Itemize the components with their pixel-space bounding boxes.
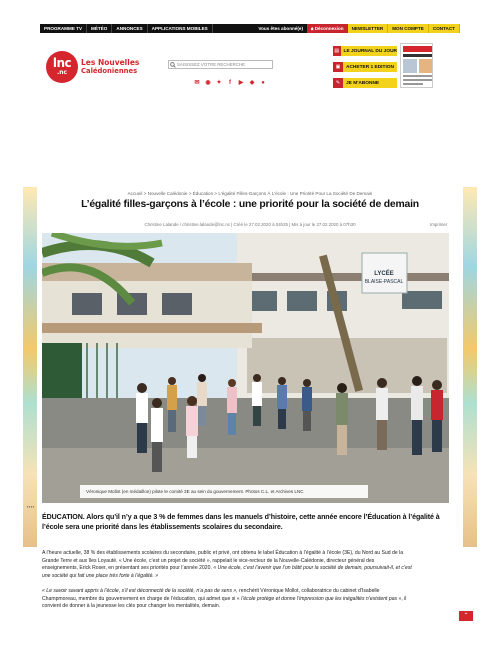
logout-label: Déconnexion <box>314 26 344 31</box>
p2-line <box>42 588 454 596</box>
p1-text: enseignements, Erick Roser, en présentant ses priorités pour l’année 2020. <box>42 565 214 571</box>
account-link[interactable]: MON COMPTE <box>388 24 429 33</box>
logout-button[interactable] <box>307 24 348 33</box>
logo-mark-top: lnc <box>52 56 72 70</box>
nav-applications[interactable]: APPLICATIONS MOBILES <box>148 24 213 33</box>
p1-line <box>42 573 454 581</box>
p1-line <box>42 565 454 573</box>
journal-du-jour-label: LE JOURNAL DU JOUR <box>343 48 397 54</box>
site-name[interactable] <box>81 59 139 75</box>
abonnement-label: JE M'ABONNE <box>346 80 380 86</box>
top-nav-bar <box>40 24 460 33</box>
cover-headline <box>403 54 432 57</box>
youtube-icon[interactable]: ▶ <box>238 80 244 86</box>
pen-icon: ✎ <box>333 78 343 88</box>
p2-quote: « Le savoir savant appris à l’école, s’il est déconnecté de la société, n’a pas de sens », <box>42 588 240 594</box>
site-name-line2: Calédoniennes <box>81 67 138 75</box>
right-side-advertisement[interactable] <box>463 187 477 547</box>
lock-icon: 🔒︎ <box>310 26 315 31</box>
logo-mark-bottom: .nc <box>56 69 68 76</box>
cover-masthead <box>403 46 432 52</box>
search-box[interactable] <box>168 60 273 69</box>
p1-line: A l’heure actuelle, 38 % des établissements scolaires du secondaire, public et privé, ont obtenu le label Éducation à l’égalité à l’école (3E), du Nord au Sud de la <box>42 550 404 556</box>
svg-text:BLAISE-PASCAL: BLAISE-PASCAL <box>364 279 404 285</box>
newspaper-cover-thumbnail[interactable] <box>400 43 433 88</box>
svg-text:LYCÉE: LYCÉE <box>374 271 394 277</box>
left-side-advertisement[interactable] <box>23 187 37 547</box>
mail-icon[interactable]: ✉ <box>194 80 200 86</box>
journal-du-jour-button[interactable] <box>333 46 397 56</box>
search-input[interactable]: SAISISSEZ VOTRE RECHERCHE <box>177 62 246 67</box>
p2-line <box>42 596 454 604</box>
rss-icon[interactable]: ◉ <box>205 80 211 86</box>
photo-caption: Véronique Mollot (en médaillon) pilote le comité 3E au sein du gouvernement. Photos C.L. et Archives LNC <box>80 485 368 498</box>
nav-annonces[interactable]: ANNONCES <box>112 24 147 33</box>
subscription-status: Vous êtes abonné(e) <box>258 26 303 31</box>
newsletter-link[interactable]: NEWSLETTER <box>348 24 389 33</box>
p2-text: renchérit Véronique Mollot, collaboratrice du cabinet d’Isabelle <box>239 588 380 594</box>
chevron-up-icon: ⌃ <box>463 613 469 619</box>
facebook-icon[interactable]: f <box>229 80 231 86</box>
p1-line: Grande Terre et aux îles Loyauté. « Une école, c’est un projet de société », rappelait le vice-recteur de la Nouvelle-Calédonie, directeur général des <box>42 557 375 564</box>
p2-text: Champmoreau, membre du gouvernement en charge de l’éducation, qui admet que si « <box>42 595 242 602</box>
p1-quote: « Une école, c’est l’avenir que l’on bâtit pour la société de demain, poursuivait-il, et c’est <box>213 565 412 571</box>
twitter-icon[interactable]: ✦ <box>216 80 222 86</box>
article-paragraph-1 <box>42 550 454 580</box>
article-photo <box>42 233 449 503</box>
article-meta: Christine Lalande / christine.lalande@lnc.nc | Créé le 27.02.2020 à 04h25 | Mis à jour le 27.02.2020 à 07h30 <box>144 222 356 227</box>
schoolyard-photo <box>42 233 449 503</box>
p2-line: convient de donner à la jeunesse les clés pour changer les mentalités, demain. <box>42 603 221 609</box>
contact-link[interactable]: CONTACT <box>429 24 460 33</box>
p2-text: », il <box>397 595 407 602</box>
p2-quote: l’école protège et donne l’impression que les inégalités n’existent pas <box>241 595 398 602</box>
apple-icon[interactable]: ● <box>261 80 265 86</box>
abonnement-button[interactable] <box>333 78 397 88</box>
cover-text-line <box>403 75 432 77</box>
nav-meteo[interactable]: MÉTÉO <box>87 24 112 33</box>
site-logo[interactable] <box>46 51 78 83</box>
back-to-top-button[interactable] <box>459 611 473 621</box>
site-name-line1: Les Nouvelles <box>81 58 140 67</box>
nav-programme-tv[interactable]: PROGRAMME TV <box>40 24 87 33</box>
cart-icon: ▣ <box>333 62 343 72</box>
social-links <box>194 80 266 86</box>
book-icon: ▤ <box>334 48 340 54</box>
acheter-edition-label: ACHETER 1 EDITION <box>346 64 394 70</box>
acheter-edition-button[interactable] <box>333 62 397 72</box>
cover-photo-right <box>419 59 432 73</box>
cover-photo-left <box>403 59 417 73</box>
cover-text-line <box>403 79 432 81</box>
ad-marker: ▪▪▪▪ <box>27 504 35 509</box>
android-icon[interactable]: ◆ <box>249 80 255 86</box>
article-paragraph-2 <box>42 588 454 611</box>
p1-quote: une société qui fait une place très forte à l’égalité. » <box>42 572 159 579</box>
search-icon[interactable] <box>169 61 177 68</box>
article-title: L’égalité filles-garçons à l’école : une priorité pour la société de demain <box>81 199 419 210</box>
cover-text-line <box>403 83 423 85</box>
print-link[interactable]: Imprimer <box>430 222 448 227</box>
article-lead: ÉDUCATION. Alors qu’il n’y a que 3 % de femmes dans les manuels d’histoire, cette année encore l’Éducation à l’égalité à l’école sera une priorité dans les établissements scolaires du secondaire. <box>42 513 440 531</box>
breadcrumb[interactable]: Accueil > Nouvelle Calédonie > Éducation > L’égalité Filles-Garçons À L’école : Une Priorité Pour La Société De Demain <box>127 191 373 196</box>
